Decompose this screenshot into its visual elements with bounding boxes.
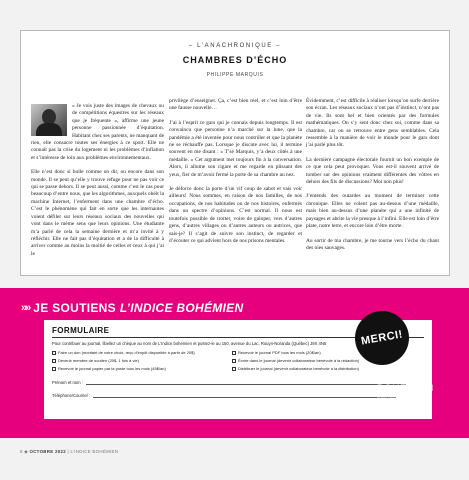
option-membership[interactable] (52, 358, 139, 363)
merci-badge: MERCI! (351, 307, 414, 370)
column-kicker: – L’ANACHRONIQUE – (188, 43, 282, 49)
checkbox[interactable] (232, 367, 236, 371)
form-intro: Pour contribuer au journal, libellez un chèque au nom de L’Indice bohémien et postez-le au 150, avenue du Lac, Rouyn-Noranda (Québec) J9X 4N5 (52, 341, 327, 346)
option-pdf-subscription[interactable] (232, 350, 321, 355)
article-paragraph: Évidemment, c’est difficile à réaliser lorsqu’on surfe derrière son écran. Les réseaux sociaux n’ont pas d’instinct, n’ont pas de vie. Ils sont bel et bien orientés par des formules mathématiques. On s’y sent donc chez soi, comme dans sa chambre, car on se retrouve entre gens semblables. Cela ressemble à la manière de voir le monde pour le gars dont j’ai parlé plus tôt. (306, 98, 439, 149)
option-donation[interactable] (52, 350, 195, 355)
checkbox[interactable] (232, 351, 236, 355)
article-paragraph: J’ai à l’esprit ce gars qui je connais depuis longtemps. Il est convaincu que personne n’a marché sur la lune, que la pandémie a été inventée pour nous contrôler et que la planète ne se réchauffe pas. Lorsque je discute avec lui, il termine souvent en me disant : « T’sé Marquis, y’a deux côtés à une médaille. » Cet argument met toujours fin à la conversation. Alors, il allume son cigare et me regarde en plissant des yeux, fier de m’avoir fermé la porte de sa chambre au nez. (169, 119, 302, 178)
publication-name: L’INDICE BOHÉMIEN (70, 449, 119, 454)
issue-date: OCTOBRE 2022 (29, 449, 66, 454)
logo-tagline: JOURNAL CULTUREL DE L’ABITIBI-TÉMISCAMINGUE (377, 394, 426, 400)
page-number: 8 (20, 449, 23, 454)
option-distribute[interactable] (232, 366, 359, 371)
contact-input-line[interactable] (93, 394, 396, 398)
article-paragraph: La dernière campagne électorale fournit un bon exemple de ce que cela peut provoquer. Vous est-il souvent arrivé de tomber sur des opinions vraiment différentes des vôtres en dehors des fils de discussions? Moi non plus! (306, 156, 439, 186)
checkbox[interactable] (52, 359, 56, 363)
form-title: FORMULAIRE (52, 326, 110, 335)
article-title: CHAMBRES D’ÉCHO (182, 55, 288, 65)
article-paragraph: J’entends des outardes au moment de terminer cette chronique. Elles ne volent pas au-dessus d’une médaille, mais bien au-dessus d’une planète qui a une infinité de paysages et abrite la vie presque à l’infini. Elle est loin d’être plate, notre terre, et encore loin d’être morte. (306, 193, 439, 230)
publication-logo (377, 373, 447, 400)
double-chevron-icon: »» (21, 302, 30, 314)
page-footer: 8 ◆ OCTOBRE 2022 | L’INDICE BOHÉMIEN (20, 449, 119, 454)
article-paragraph: Je déforce donc la porte d’un vif coup de sabot et vais voir ailleurs! Nous sommes, en raison de nos familles, de nos occupations, de nos habitudes ou de nos histoires, enfermés dans un spectre d’opinions. C’est normal. Il nous est toutefois possible de trotter, voire de galoper, vers d’autres gens, d’autres villages ou d’autres auteurs ou autrices, que sais-je? Il s’agit de suivre son instinct, de regarder et d’écouter ce qui advient hors de nos prisons mentales. (169, 186, 302, 244)
support-heading-prefix: JE SOUTIENS (33, 301, 116, 315)
article-paragraph: Au sortir de ma chambre, je me tourne vers l’écho du chant des oies sauvages. (306, 237, 439, 251)
logo-line-1: L’INDICE (377, 373, 417, 383)
support-heading-publication: L’INDICE BOHÉMIEN (119, 301, 244, 315)
support-heading (21, 301, 243, 315)
checkbox[interactable] (232, 359, 236, 363)
article-paragraph: Elle n’est donc si bulle comme on dit, ou encore dans son monde. Il se peut qu’elle y trouve refuge pour ne pas voir ce qui se passe dehors. Il se peut aussi, comme c’est le cas pour beaucoup d’entre nous, que les algorithmes, auxquels obéit la machine Internet, l’enferment dans une chambre d’écho. C’est le phénomène qui fait en sorte que les internautes voient défiler sur leurs réseaux sociaux des nouvelles qui vont dans le même sens que leurs opinions. Une étudiante m’a parlé de cela la semaine dernière et m’a invité à y réfléchir. Elle ne fait pas d’équitation et a de la difficulté à arriver comme au moins la moitié de celles et ceux à qui j’ai le (31, 169, 164, 257)
article-column-1 (31, 103, 164, 258)
article-card (20, 30, 450, 276)
checkbox[interactable] (52, 367, 56, 371)
name-input-line[interactable] (86, 381, 406, 385)
logo-line-2: BOHÉMIEN (377, 383, 435, 394)
article-column-2 (169, 98, 302, 245)
option-label: Recevoir le journal papier par la poste tous les mois (45$/an) (58, 366, 166, 371)
contact-field-label: Téléphone/Courriel : (52, 393, 90, 398)
option-write[interactable] (232, 358, 359, 363)
option-label: Distribuer le journal (devenir collaborateur bénévole à la distribution) (238, 366, 359, 371)
name-field[interactable] (52, 380, 406, 385)
option-label: Devenir membre de soutien (20$, 1 fois à vie) (58, 358, 139, 363)
checkbox[interactable] (52, 351, 56, 355)
article-paragraph: « Je vois juste des images de chevaux ou de compétitions équestres sur les réseaux que je fréquente », affirme une jeune personne passionnée d’équitation. Habitant chez ses parents, ne manquant de rien, elle consacre toutes ses énergies à ce sport. Elle ne connaît pas la crise du logement ni les problèmes d’inflation et s’intéresse de loin aux problèmes environnementaux. (31, 103, 164, 161)
option-label: Recevoir le journal PDF tous les mois (20$/an) (238, 350, 321, 355)
logo-circle-icon: B (420, 374, 428, 382)
contact-field[interactable] (52, 393, 396, 398)
option-label: Écrire dans le journal (devenir collaborateur bénévole à la rédaction) (238, 358, 360, 363)
article-paragraph: privilège d’enseigner. Ça, c’est bien réel, et c’est loin d’être une fausse nouvelle… (169, 98, 302, 112)
name-field-label: Prénom et nom : (52, 380, 83, 385)
article-column-3 (306, 98, 439, 252)
option-label: Faire un don (montant de votre choix, reçu d’impôt disponible à partir de 20$) (58, 350, 195, 355)
author-photo (31, 104, 67, 136)
article-byline: PHILIPPE MARQUIS (206, 72, 264, 78)
option-paper-subscription[interactable] (52, 366, 166, 371)
